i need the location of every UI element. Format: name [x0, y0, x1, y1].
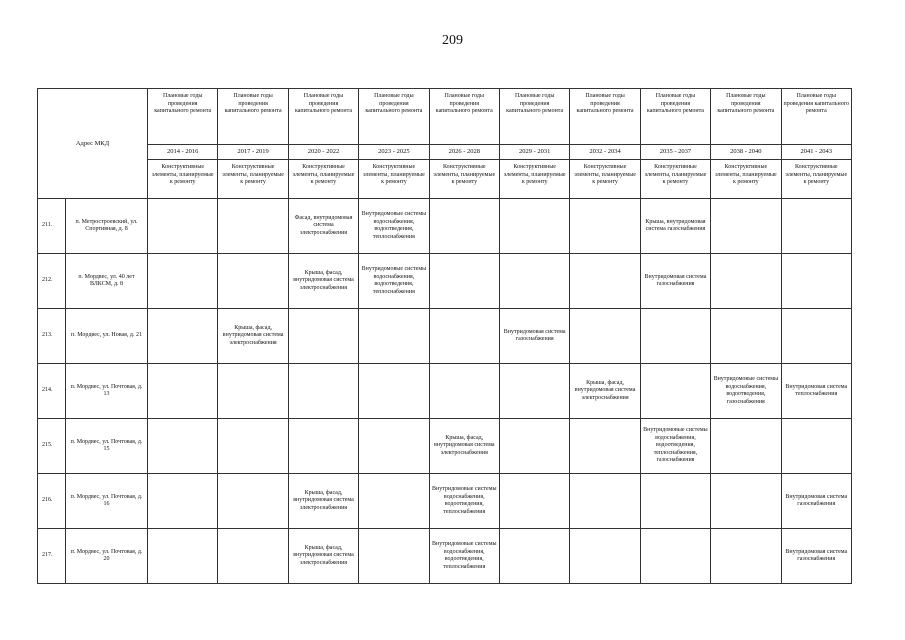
- repair-cell: [148, 529, 218, 584]
- repair-cell: [288, 309, 358, 364]
- period-header: 2020 - 2022: [288, 145, 358, 160]
- row-number: 214.: [38, 364, 66, 419]
- repair-cell: [218, 529, 288, 584]
- repair-cell: [429, 199, 499, 254]
- repair-cell: [781, 309, 851, 364]
- period-header: 2038 - 2040: [711, 145, 781, 160]
- repair-cell: [499, 419, 569, 474]
- table-row: [38, 364, 852, 419]
- plan-years-header: Плановые годы проведения капитального ремонта: [288, 89, 358, 145]
- plan-years-header: Плановые годы проведения капитального ремонта: [359, 89, 429, 145]
- repair-cell: [429, 309, 499, 364]
- repair-cell: [570, 199, 640, 254]
- period-header: 2035 - 2037: [640, 145, 710, 160]
- row-address: п. Мордвес, ул. Почтовая, д. 20: [66, 529, 148, 584]
- repair-cell: [711, 474, 781, 529]
- repair-cell: [570, 254, 640, 309]
- repair-cell: Внутридомовые системы водоснабжения, водоотведения, теплоснабжения: [429, 529, 499, 584]
- repair-cell: Крыша, фасад, внутридомовая система электроснабжения: [570, 364, 640, 419]
- repair-cell: [499, 364, 569, 419]
- elements-header: Конструктивные элементы, планируемые к ремонту: [148, 160, 218, 199]
- row-number: 215.: [38, 419, 66, 474]
- plan-years-header: Плановые годы проведения капитального ремонта: [148, 89, 218, 145]
- row-address: п. Мордвес, ул. Новая, д. 21: [66, 309, 148, 364]
- elements-header: Конструктивные элементы, планируемые к ремонту: [781, 160, 851, 199]
- repair-cell: Внутридомовые системы водоснабжения, водоотведения, теплоснабжения: [359, 254, 429, 309]
- capital-repair-table: [37, 88, 852, 584]
- elements-header: Конструктивные элементы, планируемые к ремонту: [499, 160, 569, 199]
- plan-years-header: Плановые годы проведения капитального ремонта: [499, 89, 569, 145]
- repair-cell: [359, 309, 429, 364]
- repair-cell: [359, 364, 429, 419]
- elements-header: Конструктивные элементы, планируемые к ремонту: [359, 160, 429, 199]
- repair-cell: [429, 254, 499, 309]
- period-header: 2017 - 2019: [218, 145, 288, 160]
- period-header: 2026 - 2028: [429, 145, 499, 160]
- repair-cell: [499, 199, 569, 254]
- repair-cell: Крыша, фасад, внутридомовая система электроснабжения: [288, 254, 358, 309]
- period-header: 2041 - 2043: [781, 145, 851, 160]
- repair-cell: Крыша, внутридомовая система газоснабжения: [640, 199, 710, 254]
- row-address: п. Метростроевский, ул. Спортивная, д. 8: [66, 199, 148, 254]
- repair-cell: [499, 474, 569, 529]
- repair-cell: [218, 364, 288, 419]
- table-row: [38, 419, 852, 474]
- row-address: п. Мордвес, ул. Почтовая, д. 16: [66, 474, 148, 529]
- row-address: п. Мордвес, ул. 40 лет ВЛКСМ, д. 8: [66, 254, 148, 309]
- repair-cell: [218, 419, 288, 474]
- elements-header: Конструктивные элементы, планируемые к ремонту: [640, 160, 710, 199]
- repair-cell: [711, 529, 781, 584]
- repair-cell: [148, 419, 218, 474]
- plan-years-header: Плановые годы проведения капитального ремонта: [640, 89, 710, 145]
- repair-cell: Внутридомовая система газоснабжения: [640, 254, 710, 309]
- repair-cell: [218, 254, 288, 309]
- repair-cell: [570, 474, 640, 529]
- repair-cell: [640, 529, 710, 584]
- period-header: 2014 - 2016: [148, 145, 218, 160]
- repair-cell: Крыша, фасад, внутридомовая система электроснабжения: [218, 309, 288, 364]
- plan-years-header: Плановые годы проведения капитального ремонта: [429, 89, 499, 145]
- repair-cell: [499, 529, 569, 584]
- row-number: 213.: [38, 309, 66, 364]
- elements-header: Конструктивные элементы, планируемые к ремонту: [288, 160, 358, 199]
- table-row: [38, 474, 852, 529]
- repair-cell: [781, 419, 851, 474]
- repair-cell: [711, 254, 781, 309]
- row-number: 212.: [38, 254, 66, 309]
- repair-cell: [148, 474, 218, 529]
- repair-cell: [781, 199, 851, 254]
- repair-cell: Внутридомовая система газоснабжения: [781, 529, 851, 584]
- repair-cell: Крыша, фасад, внутридомовая система электроснабжения: [429, 419, 499, 474]
- repair-cell: Внутридомовые системы водоснабжения, водоотведения, теплоснабжения: [429, 474, 499, 529]
- repair-cell: [640, 309, 710, 364]
- repair-cell: [781, 254, 851, 309]
- repair-cell: [711, 419, 781, 474]
- repair-cell: Крыша, фасад, внутридомовая система электроснабжения: [288, 474, 358, 529]
- row-number: 216.: [38, 474, 66, 529]
- repair-cell: [148, 309, 218, 364]
- row-address: п. Мордвес, ул. Почтовая, д. 13: [66, 364, 148, 419]
- repair-cell: [288, 364, 358, 419]
- elements-header: Конструктивные элементы, планируемые к ремонту: [429, 160, 499, 199]
- repair-cell: Внутридомовая система теплоснабжения: [781, 364, 851, 419]
- repair-cell: [570, 419, 640, 474]
- repair-cell: [359, 474, 429, 529]
- repair-cell: [218, 474, 288, 529]
- address-header: Адрес МКД: [38, 89, 148, 199]
- period-header: 2023 - 2025: [359, 145, 429, 160]
- elements-header: Конструктивные элементы, планируемые к ремонту: [570, 160, 640, 199]
- table-row: [38, 199, 852, 254]
- row-number: 217.: [38, 529, 66, 584]
- repair-cell: [359, 419, 429, 474]
- repair-cell: [148, 199, 218, 254]
- repair-cell: Внутридомовые системы водоснабжения, водоотведения, газоснабжения: [711, 364, 781, 419]
- repair-cell: [218, 199, 288, 254]
- repair-cell: [288, 419, 358, 474]
- repair-cell: [640, 364, 710, 419]
- repair-cell: [499, 254, 569, 309]
- plan-years-header: Плановые годы проведения капитального ремонта: [781, 89, 851, 145]
- repair-cell: [148, 364, 218, 419]
- page-number: 209: [442, 33, 463, 48]
- plan-years-header: Плановые годы проведения капитального ремонта: [218, 89, 288, 145]
- repair-cell: [640, 474, 710, 529]
- repair-cell: [711, 199, 781, 254]
- repair-cell: Внутридомовая система газоснабжения: [781, 474, 851, 529]
- repair-cell: [148, 254, 218, 309]
- plan-years-header: Плановые годы проведения капитального ремонта: [711, 89, 781, 145]
- repair-cell: Фасад, внутридомовая система электроснабжения: [288, 199, 358, 254]
- repair-cell: Крыша, фасад, внутридомовая система электроснабжения: [288, 529, 358, 584]
- elements-header: Конструктивные элементы, планируемые к ремонту: [218, 160, 288, 199]
- row-number: 211.: [38, 199, 66, 254]
- row-address: п. Мордвес, ул. Почтовая, д. 15: [66, 419, 148, 474]
- period-header: 2032 - 2034: [570, 145, 640, 160]
- table-row: [38, 529, 852, 584]
- table-row: [38, 309, 852, 364]
- repair-cell: Внутридомовые системы водоснабжения, водоотведения, теплоснабжения: [359, 199, 429, 254]
- repair-cell: [570, 529, 640, 584]
- repair-cell: Внутридомовая система газоснабжения: [499, 309, 569, 364]
- plan-years-header: Плановые годы проведения капитального ремонта: [570, 89, 640, 145]
- table-row: [38, 254, 852, 309]
- repair-cell: Внутридомовые системы водоснабжения, водоотведения, теплоснабжения, газоснабжения: [640, 419, 710, 474]
- period-header: 2029 - 2031: [499, 145, 569, 160]
- repair-cell: [359, 529, 429, 584]
- repair-cell: [570, 309, 640, 364]
- repair-cell: [711, 309, 781, 364]
- elements-header: Конструктивные элементы, планируемые к ремонту: [711, 160, 781, 199]
- repair-cell: [429, 364, 499, 419]
